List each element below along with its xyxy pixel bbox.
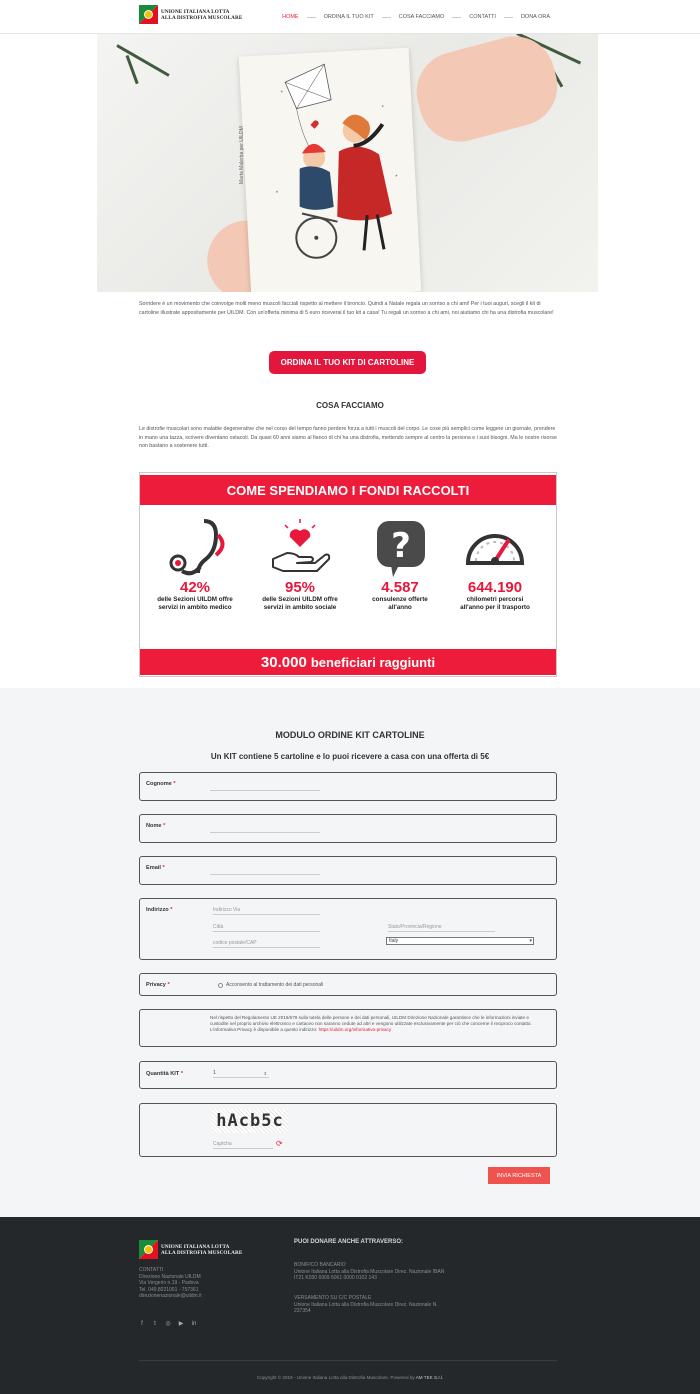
form-subtitle: Un KIT contiene 5 cartoline e lo puoi ricevere a casa con una offerta di 5€ [210,752,490,761]
svg-text:*: * [275,190,279,197]
nav-separator [307,17,316,18]
privacy-checkbox[interactable] [218,983,223,988]
stat-label: all'anno per il trasporto [460,603,530,611]
stat-label: servizi in ambito sociale [263,603,337,611]
copyright: Copyright © 2019 - Unione Italiana Lotta alla Distrofia Muscolare. Powered by AM TEK S.r.l. [256,1375,444,1380]
logo-line-1: UNIONE ITALIANA LOTTA [161,8,230,15]
quantity-label: Quantità KIT [146,1071,180,1077]
svg-text:?: ? [391,526,411,566]
indirizzo-label: Indirizzo [146,907,169,913]
cognome-label: Cognome [146,781,172,787]
privacy-link[interactable]: https://uildm.org/informativa-privacy [318,1027,392,1032]
social-links [139,1321,197,1327]
stat-social [250,517,350,611]
infographic-title: COME SPENDIAMO I FONDI RACCOLTI [140,475,556,505]
captcha-input[interactable]: Captcha [213,1140,273,1149]
facebook-icon[interactable]: f [141,1321,143,1327]
svg-text:*: * [280,90,284,97]
logo[interactable] [139,5,242,24]
uildm-logo-icon [139,5,158,24]
refresh-icon[interactable]: ⟳ [276,1139,283,1148]
speedometer-icon [460,517,530,579]
stat-value: 95% [284,579,316,596]
pine-branch [116,44,169,77]
email-input[interactable] [210,866,320,875]
quantity-stepper[interactable]: 1 ⇕ [213,1070,267,1076]
privacy-notice-box [139,1009,557,1047]
nome-label: Nome [146,823,162,829]
about-text: Le distrofie muscolari sono malattie degenerative che nel corso del tempo fanno perdere forza a tutti i muscoli del corpo. Le cose più semplici come leggere un giornale, prendere in mano una tazza, scrivere diventano ostacoli. Da quasi 60 anni siamo al fianco di chi ha una distrofia, mettendo sempre al centro la persona e i suoi bisogni. Ma le nostre risorse non bastano a sostenere tutti. [139,426,557,449]
stat-label: consulenze offerte [372,596,428,603]
stato-input[interactable]: Stato/Provincia/Regione [388,923,495,932]
postcard [239,48,422,292]
contact-email-link[interactable]: direzionenazionale@uildm.it [139,1293,202,1300]
uildm-logo-icon [139,1240,158,1259]
country-select[interactable]: Italy ▾ [386,937,534,945]
about-title: COSA FACCIAMO [316,401,384,410]
cognome-input[interactable] [210,782,320,791]
beneficiaries-text: beneficiari raggiunti [310,654,436,670]
stat-label: chilometri percorsi [466,596,524,603]
funds-infographic [139,472,557,677]
powered-by-link[interactable]: AM TEK S.r.l. [415,1375,444,1380]
stat-transport [445,517,545,611]
nav-dona-ora[interactable]: DONA ORA [520,14,550,20]
submit-button[interactable]: INVIA RICHIESTA [488,1167,550,1184]
site-footer [0,1217,700,1394]
hand-top [408,34,567,151]
stat-value: 42% [179,579,211,596]
nome-field-box: Nome * [139,814,557,843]
instagram-icon[interactable]: ◎ [165,1321,171,1327]
privacy-label: Privacy [146,982,166,988]
nome-input[interactable] [210,824,320,833]
via-input[interactable]: Indirizzo Via [213,906,320,915]
main-nav [282,14,550,20]
cap-input[interactable]: codice postale/CAP [213,939,320,948]
svg-text:*: * [395,174,398,181]
nav-separator [452,17,461,18]
nav-contatti[interactable]: CONTATTI [469,14,496,20]
stat-value: 644.190 [467,579,523,596]
captcha-field-box [139,1103,557,1157]
nav-home[interactable]: HOME [282,14,299,20]
logo-line-2: ALLA DISTROFIA MUSCOLARE [161,14,243,21]
site-header [0,0,700,34]
email-field-box: Email * [139,856,557,885]
footer-divider [139,1360,557,1361]
question-bubble-icon [365,517,435,579]
stat-label: servizi in ambito medico [158,603,232,611]
heart-hand-icon [265,517,335,579]
cognome-field-box: Cognome * [139,772,557,801]
hero-image [97,34,598,292]
contacts-title: CONTATTI [139,1267,164,1273]
footer-logo[interactable]: UNIONE ITALIANA LOTTA ALLA DISTROFIA MUSCOLARE [139,1240,242,1259]
pine-branch [126,55,139,84]
footer-contacts: CONTATTI Direzione Nazionale UILDM Via Vergerio n.19 - Padova Tel. 049.8021001 - 757361 direzionenazionale@uildm.it [139,1267,202,1300]
privacy-notice-text: Nel rispetto del Regolamento UE 2016/679 sulla tutela delle persone e dei dati personali, UILDM Direzione Nazionale garantisce che le informazioni inviate e custodite nel proprio archivio elettronico e cartaceo non saranno cedute ad altri e vengono utilizzate esclusivamente per ciò che concerne il reciproco contatto. L'informativa Privacy è disponibile a questo indirizzo: [210,1015,532,1032]
youtube-icon[interactable]: ▶ [178,1321,184,1327]
stepper-arrows-icon: ⇕ [263,1071,267,1076]
chevron-down-icon: ▾ [529,938,532,944]
svg-text:*: * [381,105,385,112]
postal-info: VERSAMENTO SU C/C POSTALE Unione Italiana Lotta alla Distrofia Muscolare Direz. Nazionale N. 237354 [294,1295,438,1315]
email-label: Email [146,865,161,871]
stat-label: delle Sezioni UILDM offre [262,596,338,603]
citta-input[interactable]: Città [213,923,320,932]
beneficiaries-bar [140,649,556,675]
form-title: MODULO ORDINE KIT CARTOLINE [275,730,425,740]
bank-info: BONIFICO BANCARIO Unione Italiana Lotta alla Distrofia Muscolare Direz. Nazionale IBAN IT21 K030 6909 6061 0000 0102 143 [294,1262,445,1282]
nav-ordina-kit[interactable]: ORDINA IL TUO KIT [323,14,374,20]
indirizzo-field-box: Indirizzo * Indirizzo Via Città Stato/Provincia/Regione codice postale/CAP Italy ▾ [139,898,557,960]
stat-label: all'anno [388,603,412,611]
beneficiaries-number: 30.000 [260,653,307,671]
stat-medical [145,517,245,611]
intro-text: Sorridere è un movimento che coinvolge molti meno muscoli facciali rispetto al mettere il broncio. Quindi a Natale regala un sorriso a chi ami! Per i tuoi auguri, scegli il kit di cartoline illustrate appositamente per UILDM. Con un'offerta minima di 5 euro riceverai il tuo kit a casa! Tu regali un sorriso a chi ami, noi aiutiamo chi ha una distrofia muscolare! [139,301,554,316]
captcha-image: hAcb5c [212,1109,288,1133]
twitter-icon[interactable]: t [154,1321,156,1327]
illustration-credit: Marta Malerba per UILDM [239,126,245,184]
privacy-check-label: Acconsento al trattamento dei dati personali [226,982,324,988]
nav-separator [504,17,513,18]
quantity-field-box: Quantità KIT * 1 ⇕ [139,1061,557,1089]
order-kit-button[interactable]: ORDINA IL TUO KIT DI CARTOLINE [269,351,426,374]
stat-label: delle Sezioni UILDM offre [157,596,233,603]
privacy-field-box: Privacy * Acconsento al trattamento dei dati personali [139,973,557,996]
nav-separator [382,17,391,18]
linkedin-icon[interactable]: in [191,1321,197,1327]
donate-title: PUOI DONARE ANCHE ATTRAVERSO: [294,1239,404,1245]
stethoscope-icon [160,517,230,579]
stat-consulting [350,517,450,611]
stat-value: 4.587 [381,579,419,596]
postcard-illustration-icon [239,48,422,292]
nav-cosa-facciamo[interactable]: COSA FACCIAMO [398,14,445,20]
